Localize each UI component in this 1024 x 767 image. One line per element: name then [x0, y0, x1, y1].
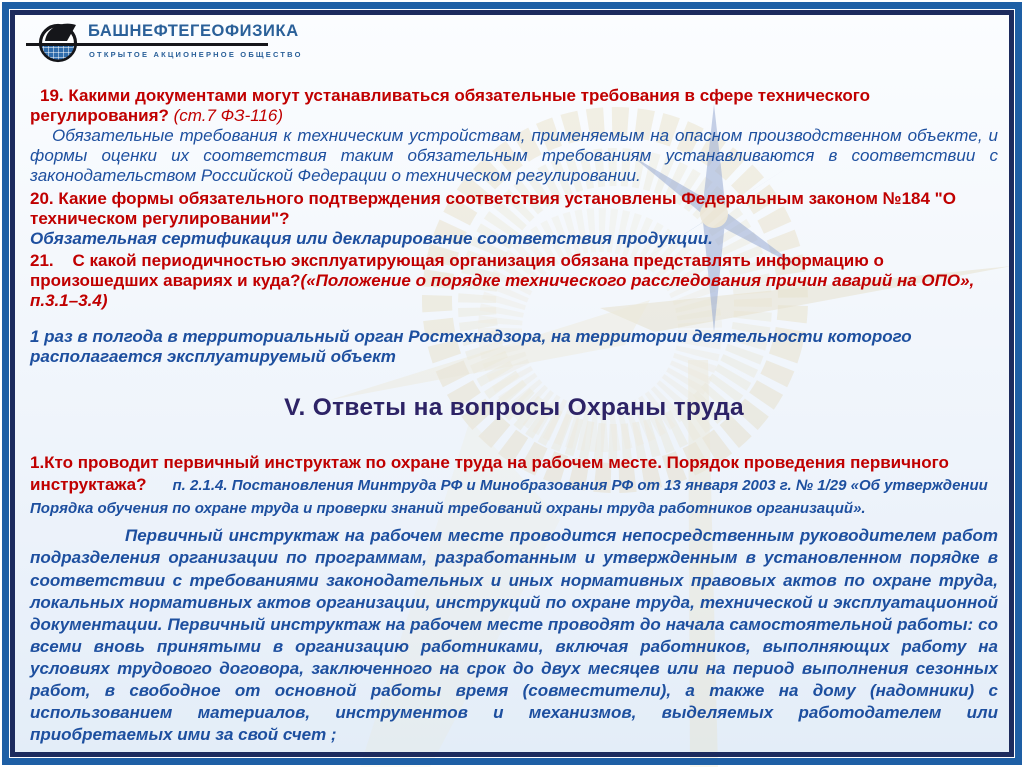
- question-21: [30, 251, 998, 311]
- logo-divider-bar: [26, 43, 268, 46]
- question-19: [30, 86, 998, 126]
- labor-question-1: [30, 452, 998, 521]
- company-type-subtitle: ОТКРЫТОЕ АКЦИОНЕРНОЕ ОБЩЕСТВО: [89, 50, 303, 59]
- company-logo: [26, 16, 303, 66]
- slide-text-content: [30, 84, 998, 747]
- question-19-text: 19. Какими документами могут устанавливаться обязательные требования в сфере технического регулирования?: [30, 86, 871, 126]
- geophysics-logo-icon: [34, 17, 84, 67]
- labor-answer-1: Первичный инструктаж на рабочем месте проводится непосредственным руководителем работ подразделения организации по программам, разработанным и утвержденным в установленном порядке в соответствии с требованиями законодательных и иных нормативных правовых актов по охране труда, локальных нормативных актов организации, инструкций по охране труда, технической и эксплуатационной документации. Первичный инструктаж на рабочем месте проводят до начала самостоятельной работы: со всеми вновь принятыми в организацию работниками, включая работников, выполняющих работу на условиях трудового договора, заключенного на срок до двух месяцев или на период выполнения сезонных работ, в свободное от основной работы время (совместители), а также на дому (надомники) с использованием материалов, инструментов и механизмов, выделяемых работодателем или приобретаемых ими за свой счет ;: [30, 526, 998, 745]
- labor-question-1-text: 1.Кто проводит первичный инструктаж по охране труда на рабочем месте. Порядок проведения первичного инструктажа?: [30, 452, 949, 495]
- section-heading-labor-safety: V. Ответы на вопросы Охраны труда: [284, 393, 744, 421]
- company-name: БАШНЕФТЕГЕОФИЗИКА: [88, 22, 299, 40]
- answer-19: Обязательные требования к техническим устройствам, применяемым на опасном производственном объекте, и формы оценки их соответствия таким обязательным требованиям устанавливаются в соответствии с законодательством Российской Федерации о техническом регулировании.: [30, 126, 998, 186]
- question-21-reference: («Положение о порядке технического расследования причин аварий на ОПО», п.3.1–3.4): [30, 271, 975, 311]
- question-19-reference: (ст.7 ФЗ-116): [173, 106, 284, 126]
- question-20: 20. Какие формы обязательного подтверждения соответствия установлены Федеральным законом №184 "О техническом регулировании"?: [30, 189, 956, 229]
- question-21-text: 21. С какой периодичностью эксплуатирующая организация обязана представлять информацию о произошедших авариях и куда?: [30, 251, 884, 291]
- answer-20: Обязательная сертификация или декларирование соответствия продукции.: [30, 229, 713, 249]
- labor-question-1-reference: п. 2.1.4. Постановления Минтруда РФ и Минобразования РФ от 13 января 2003 г. № 1/29 «Об утверждении Порядка обучения по охране труда и проверки знаний требований охраны труда работников организаций».: [30, 477, 988, 518]
- answer-21: 1 раз в полгода в территориальный орган Ростехнадзора, на территории деятельности которого располагается эксплуатируемый объект: [30, 326, 912, 366]
